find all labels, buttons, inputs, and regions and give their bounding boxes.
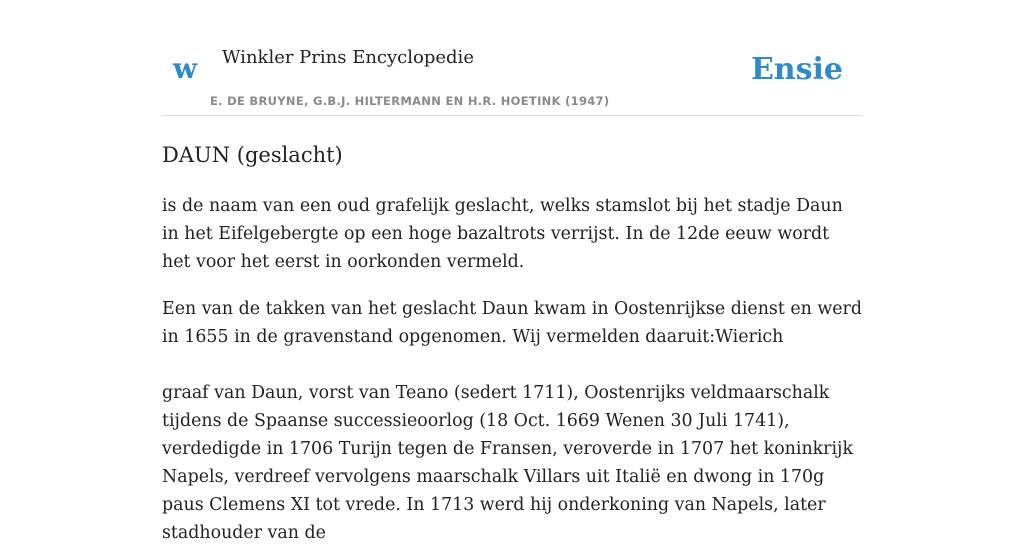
entry-title: DAUN (geslacht) (162, 143, 343, 167)
entry-content (162, 136, 862, 547)
winkler-prins-logo-icon[interactable]: w (173, 52, 198, 85)
entry-paragraph: graaf van Daun, vorst van Teano (sedert 1711), Oostenrijks veldmaarschalk tijdens de Spaanse successieoorlog (18 Oct. 1669 Wenen 30 Juli 1741), verdedigde in 1706 Turijn tegen de Fransen, veroverde in 1707 het koninkrijk Napels, verdreef vervolgens maarschalk Villars uit Italië en dwong in 170g paus Clemens XI tot vrede. In 1713 werd hij onderkoning van Napels, later stadhouder van de (162, 383, 853, 543)
entry-paragraph: Een van de takken van het geslacht Daun kwam in Oostenrijkse dienst en werd in 1655 in de gravenstand opgenomen. Wij vermelden daaruit:Wierich (162, 299, 862, 347)
publication-title[interactable]: Winkler Prins Encyclopedie (222, 47, 474, 68)
site-header (162, 0, 862, 116)
publication-authors: E. DE BRUYNE, G.B.J. HILTERMANN EN H.R. HOETINK (1947) (210, 94, 610, 108)
ensie-brand-logo[interactable]: Ensie (750, 52, 843, 87)
entry-paragraph: is de naam van een oud grafelijk geslacht, welks stamslot bij het stadje Daun in het Eifelgebergte op een hoge bazaltrots verrijst. In de 12de eeuw wordt het voor het eerst in oorkonden vermeld. (162, 196, 843, 272)
